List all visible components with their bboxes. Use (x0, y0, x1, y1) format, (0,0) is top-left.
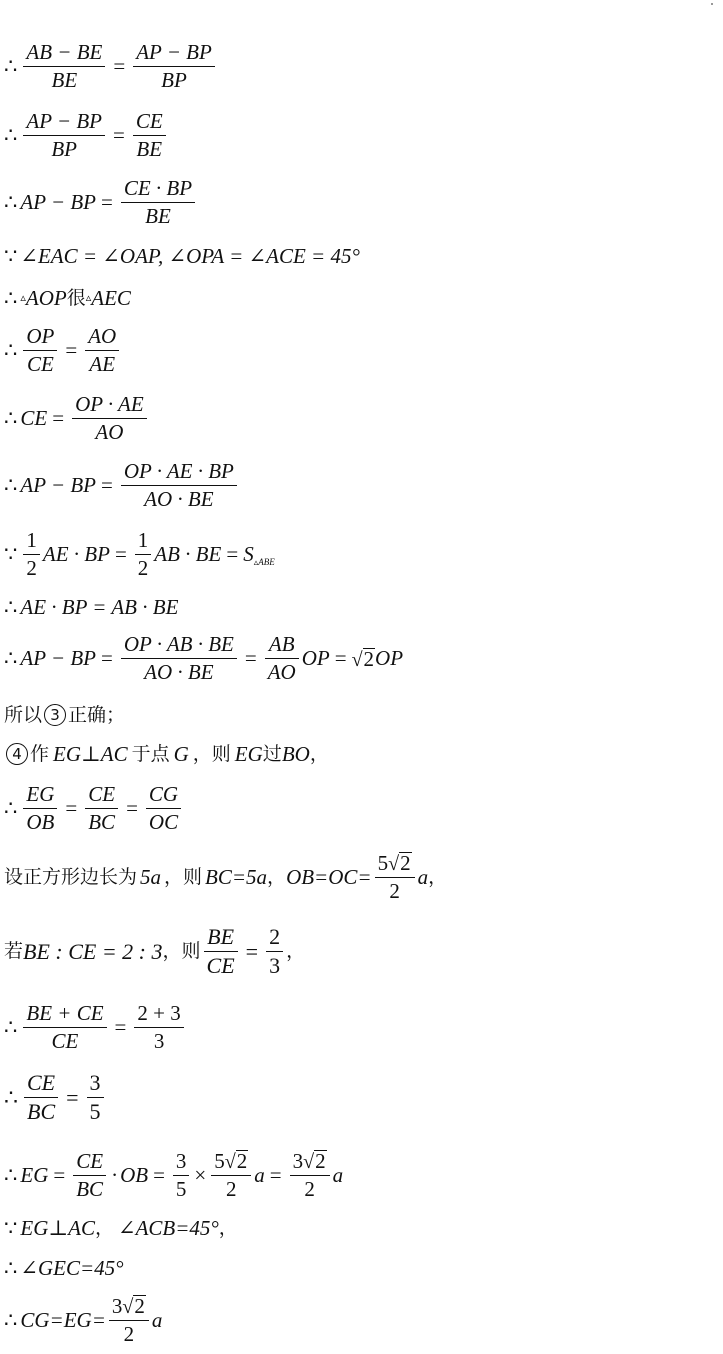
because-symbol: ∵ (4, 542, 18, 566)
numerator: CE (88, 782, 116, 806)
therefore-symbol: ∴ (4, 595, 18, 619)
text-line-15 (4, 852, 447, 902)
equation-line-9 (4, 530, 275, 579)
fraction (204, 926, 238, 977)
expression: AP − BP (20, 473, 96, 497)
equation-line-11 (4, 634, 403, 683)
numerator (290, 1150, 330, 1175)
equation-line-7 (4, 394, 150, 443)
equation-line-17 (4, 1003, 187, 1052)
equals-sign: = (244, 646, 257, 670)
text: 正确； (68, 703, 126, 726)
text: ，则 (162, 940, 201, 962)
denominator: BE (121, 202, 195, 227)
radical-sign: √ (122, 1296, 134, 1318)
expression: AP − BP (20, 190, 96, 214)
fraction (72, 394, 147, 443)
equation-line-4 (4, 246, 360, 267)
equals-sign: = (153, 1162, 165, 1187)
expression: BE : CE = 2 : 3 (23, 938, 163, 964)
triangle-symbol: ▵ (20, 292, 26, 304)
denominator: CE (23, 350, 57, 375)
fraction (135, 530, 152, 579)
denominator: 2 (109, 1320, 149, 1345)
numerator: AO (88, 324, 117, 348)
numerator: BE + CE (26, 1001, 104, 1025)
expression: OB (120, 1162, 149, 1187)
numerator: 2 + 3 (137, 1001, 181, 1025)
numerator: 1 (26, 528, 37, 552)
numerator: OP (26, 324, 55, 348)
denominator: OB (23, 808, 57, 833)
equals-sign: = (126, 796, 138, 820)
expression: ∠EAC = ∠OAP, ∠OPA = ∠ACE = 45° (20, 244, 360, 268)
expression: OP (301, 646, 330, 670)
fraction (23, 784, 57, 833)
equals-sign: = (245, 938, 259, 964)
expression: OB=OC= (286, 864, 372, 889)
radical-sign: √ (303, 1151, 315, 1173)
numerator: CE (135, 109, 163, 133)
fraction (121, 461, 237, 510)
text: ，则 (192, 742, 231, 765)
dot-operator: · (111, 1162, 119, 1187)
therefore-symbol: ∴ (4, 473, 18, 497)
coefficient: 3 (111, 1294, 123, 1318)
denominator: BP (23, 135, 105, 160)
denominator: AO (72, 418, 147, 443)
equals-sign: = (65, 338, 78, 362)
expression: BO (281, 741, 310, 766)
text-line-21 (4, 1258, 124, 1279)
fraction (146, 784, 181, 833)
numerator: BE (207, 924, 235, 949)
therefore-symbol: ∴ (4, 54, 18, 78)
therefore-symbol: ∴ (4, 646, 18, 670)
because-symbol: ∵ (4, 1216, 18, 1240)
equals-sign: = (100, 190, 113, 214)
expression: a (417, 864, 429, 889)
equals-sign: = (112, 123, 125, 147)
numerator: CE · BP (123, 176, 193, 200)
therefore-symbol: ∴ (4, 123, 18, 147)
text: ， (428, 865, 448, 888)
sqrt (352, 648, 375, 670)
denominator: BC (24, 1097, 58, 1123)
fraction (211, 1150, 251, 1200)
radical-sign: √ (224, 1151, 236, 1173)
equation-line-8 (4, 461, 240, 510)
numerator: CE (27, 1070, 56, 1095)
expression: EG⊥AC (20, 1216, 95, 1240)
denominator: BP (133, 66, 215, 91)
denominator: AO · BE (121, 485, 237, 510)
triangle-name: AEC (91, 286, 131, 310)
expression: EG (234, 741, 263, 766)
text: ， (267, 865, 287, 888)
fraction (85, 326, 119, 375)
equals-sign: = (226, 542, 239, 566)
expression: a (332, 1162, 344, 1187)
expression: a (254, 1162, 265, 1187)
text: ，则 (164, 865, 203, 888)
numerator: AP − BP (136, 40, 212, 64)
equation-line-5 (4, 288, 131, 309)
denominator: CE (204, 951, 238, 977)
denominator: CE (23, 1027, 106, 1052)
expression: 5a (140, 864, 162, 889)
text: ， (218, 1217, 238, 1239)
fraction (87, 1072, 104, 1123)
therefore-symbol: ∴ (4, 1162, 18, 1187)
text: 设正方形边长为 (4, 865, 138, 888)
fraction (24, 1072, 58, 1123)
radicand: 2 (315, 1149, 326, 1173)
denominator: 2 (23, 554, 40, 579)
sqrt (122, 1295, 145, 1317)
radicand: 2 (134, 1294, 145, 1318)
circled-number: 3 (44, 704, 66, 726)
numerator: EG (26, 782, 55, 806)
expression: ∠GEC=45° (20, 1256, 124, 1280)
therefore-symbol: ∴ (4, 286, 18, 310)
denominator: 5 (87, 1097, 104, 1123)
therefore-symbol: ∴ (4, 1015, 18, 1039)
circled-number: 4 (6, 743, 28, 765)
text: 于点 (131, 742, 170, 765)
expression: a (151, 1307, 163, 1332)
fraction (23, 42, 105, 91)
text: 过 (262, 742, 282, 765)
text-line-13 (4, 743, 329, 765)
equation-line-6 (4, 326, 122, 375)
denominator: OC (146, 808, 181, 833)
fraction (109, 1295, 149, 1345)
text-line-20 (4, 1218, 238, 1239)
fraction (375, 852, 415, 902)
equation-line-10 (4, 597, 178, 618)
equation-line-14 (4, 784, 184, 833)
sqrt (225, 1150, 248, 1172)
equals-sign: = (114, 1015, 127, 1039)
triangle-symbol: ▵ (85, 292, 92, 304)
numerator: CG (148, 782, 179, 806)
fraction (23, 530, 40, 579)
expression: G (173, 741, 189, 766)
equals-sign: = (100, 473, 113, 497)
expression: AE · BP (42, 542, 110, 566)
text: ， (309, 742, 329, 765)
equation-line-2 (4, 111, 169, 160)
denominator: 2 (290, 1175, 330, 1200)
fraction (133, 42, 215, 91)
fraction (173, 1148, 190, 1201)
text: 所以 (4, 703, 43, 726)
expression: OP (375, 646, 404, 670)
denominator: AO · BE (121, 658, 237, 683)
times-operator: × (194, 1162, 207, 1187)
numerator: 3 (89, 1070, 101, 1095)
equation-line-1 (4, 42, 218, 91)
denominator: 2 (211, 1175, 251, 1200)
text: ， (94, 1217, 114, 1239)
equals-sign: = (100, 646, 113, 670)
text-line-16 (4, 926, 305, 977)
fraction (121, 178, 195, 227)
expression: ∠ACB=45° (117, 1216, 219, 1240)
equals-sign: = (113, 54, 126, 78)
denominator: BC (73, 1175, 106, 1200)
expression: EG⊥AC (53, 741, 128, 766)
fraction (134, 1003, 183, 1052)
numerator: AB − BE (26, 40, 103, 64)
numerator: 1 (137, 528, 149, 552)
radical-sign: √ (351, 648, 363, 671)
fraction (266, 926, 283, 977)
equals-sign: = (65, 796, 78, 820)
equals-sign: = (66, 1084, 79, 1110)
equation-line-18 (4, 1072, 107, 1123)
denominator: 2 (375, 877, 415, 902)
numerator: 2 (269, 924, 281, 949)
text-line-22 (4, 1295, 162, 1345)
coefficient: 5 (377, 851, 389, 875)
equals-sign: = (53, 1162, 66, 1187)
numerator (211, 1150, 251, 1175)
fraction (23, 111, 105, 160)
because-symbol: ∵ (4, 244, 18, 268)
radicand: 2 (363, 646, 375, 671)
equation-line-19 (4, 1150, 343, 1200)
numerator: OP · AB · BE (123, 632, 234, 656)
text: ， (286, 940, 306, 962)
text-line-12 (4, 704, 125, 726)
expression: AE · BP = AB · BE (20, 595, 179, 619)
denominator: 5 (173, 1175, 190, 1200)
sqrt (303, 1150, 326, 1172)
denominator: BC (85, 808, 118, 833)
numerator (375, 852, 415, 877)
expression: BC=5a (205, 864, 268, 889)
equals-sign: = (269, 1162, 282, 1187)
numerator: AB (268, 632, 295, 656)
therefore-symbol: ∴ (4, 1084, 18, 1110)
expression: AP − BP (20, 646, 96, 670)
denominator: 2 (135, 554, 152, 579)
equals-sign: = (52, 406, 65, 430)
numerator: OP · AE · BP (123, 459, 234, 483)
coefficient: 3 (292, 1149, 304, 1173)
expression: CG=EG= (20, 1307, 106, 1332)
similar-text: 很 (66, 287, 86, 309)
expression: AB · BE (154, 542, 222, 566)
fraction (121, 634, 237, 683)
equals-sign: = (334, 646, 347, 670)
numerator (109, 1295, 149, 1320)
fraction (133, 111, 166, 160)
therefore-symbol: ∴ (4, 1307, 18, 1332)
radical-sign: √ (388, 853, 400, 875)
denominator: 3 (134, 1027, 183, 1052)
numerator: OP · AE (75, 392, 144, 416)
sqrt (388, 852, 411, 874)
fraction (265, 634, 299, 683)
equals-sign: = (114, 542, 127, 566)
coefficient: 5 (214, 1149, 225, 1173)
text: 若 (4, 940, 24, 962)
therefore-symbol: ∴ (4, 338, 18, 362)
area-subscript: ▵ABE (253, 557, 275, 567)
numerator: CE (76, 1148, 104, 1173)
denominator: BE (133, 135, 166, 160)
expression: EG (20, 1162, 49, 1187)
radicand: 2 (236, 1149, 248, 1173)
numerator: 3 (175, 1148, 187, 1173)
numerator: AP − BP (26, 109, 102, 133)
radicand: 2 (400, 851, 411, 875)
denominator: BE (23, 66, 105, 91)
text: 作 (30, 742, 50, 765)
denominator: 3 (266, 951, 283, 977)
denominator: AE (85, 350, 119, 375)
fraction (23, 326, 57, 375)
therefore-symbol: ∴ (4, 406, 18, 430)
corner-dot (711, 3, 713, 5)
expression: CE (20, 406, 48, 430)
therefore-symbol: ∴ (4, 190, 18, 214)
fraction (23, 1003, 106, 1052)
fraction (290, 1150, 330, 1200)
denominator: AO (265, 658, 299, 683)
fraction (85, 784, 118, 833)
triangle-name: AOP (25, 286, 67, 310)
fraction (73, 1148, 106, 1201)
therefore-symbol: ∴ (4, 1256, 18, 1280)
equation-line-3 (4, 178, 198, 227)
therefore-symbol: ∴ (4, 796, 18, 820)
area-symbol: S (243, 542, 254, 566)
